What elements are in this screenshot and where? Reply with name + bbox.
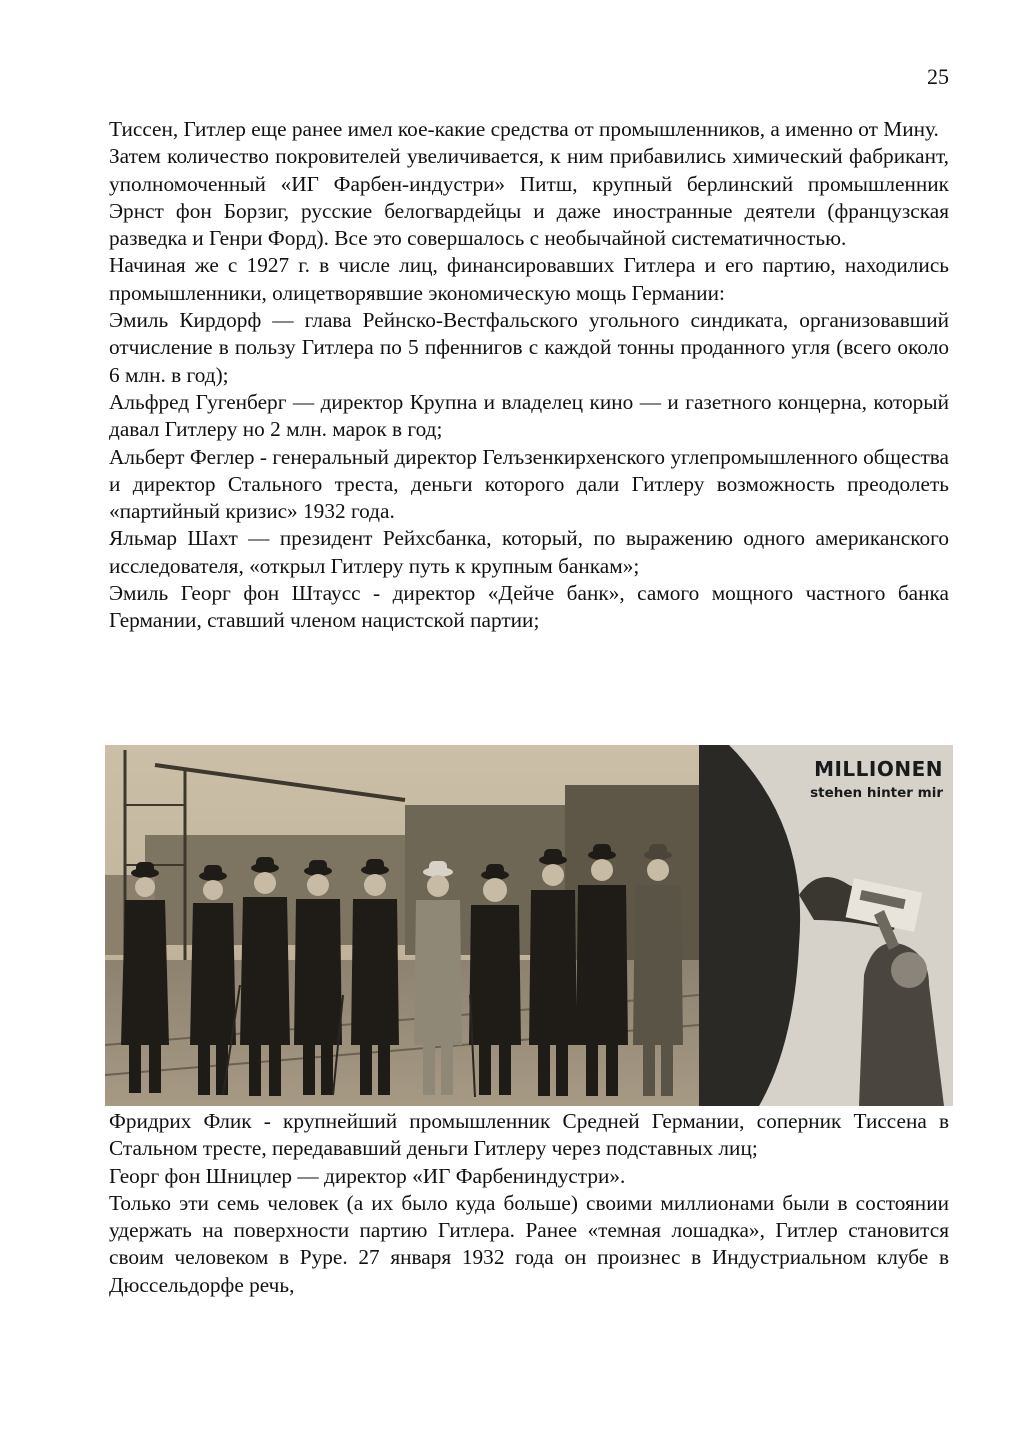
poster [699,745,953,1106]
paragraph: Эмиль Георг фон Штаусс - директор «Дейче банк», самого мощного частного банка Германии, ставший членом нацистской партии; [109,581,949,633]
figure-collage [105,745,953,1106]
group-photo [105,745,699,1106]
page-number: 25 [927,64,949,89]
paragraph: Затем количество покровителей увеличивается, к ним прибавились химический фабрикант, уполномоченный «ИГ Фарбен-индустри» Питш, крупный берлинский промышленник Эрнст фон Борзиг, русские белогвардейцы и даже иностранные деятели (французская разведка и Генри Форд). Все это совершалось с необычайной систематичностью. [109,144,949,251]
paragraph: Альфред Гугенберг — директор Крупна и владелец кино — и газетного концерна, который давал Гитлеру но 2 млн. марок в год; [109,389,949,442]
text-block-top [109,116,949,635]
paragraph: Яльмар Шахт — президент Рейхсбанка, который, по выражению одного американского исследователя, «открыл Гитлеру путь к крупным банкам»; [109,526,949,578]
paragraph: Тиссен, Гитлер еще ранее имел кое-какие средства от промышленников, а именно от Мину. [109,117,939,141]
poster-title: MILLIONEN [814,757,943,781]
paragraph: Альберт Феглер - генеральный директор Гелъзенкирхенского углепромышленного общества и директор Стального треста, деньги которого дали Гитлеру возможность преодолеть «партийный кризис» 1932 года. [109,444,949,524]
paragraph: Начиная же с 1927 г. в числе лиц, финансировавших Гитлера и его партию, находились промышленники, олицетворявшие экономическую мощь Германии: [109,253,949,305]
poster-subtitle: stehen hinter mir [810,785,943,801]
text-block-bottom [109,1108,949,1299]
paragraph: Фридрих Флик - крупнейший промышленник Средней Германии, соперник Тиссена в Стальном тресте, передававший деньги Гитлеру через подставных лиц; [109,1109,949,1161]
paragraph: Только эти семь человек (а их было куда больше) своими миллионами были в состоянии удержать на поверхности партию Гитлера. Ранее «темная лошадка», Гитлер становится своим человеком в Руре. 27 января 1932 года он произнес в Индустриальном клубе в Дюссельдорфе речь, [109,1190,949,1297]
paragraph: Георг фон Шницлер — директор «ИГ Фарбениндустри». [109,1163,626,1188]
paragraph: Эмиль Кирдорф — глава Рейнско-Вестфальского угольного синдиката, организовавший отчисление в пользу Гитлера по 5 пфеннигов с каждой тонны проданного угля (всего около 6 млн. в год); [109,308,949,387]
